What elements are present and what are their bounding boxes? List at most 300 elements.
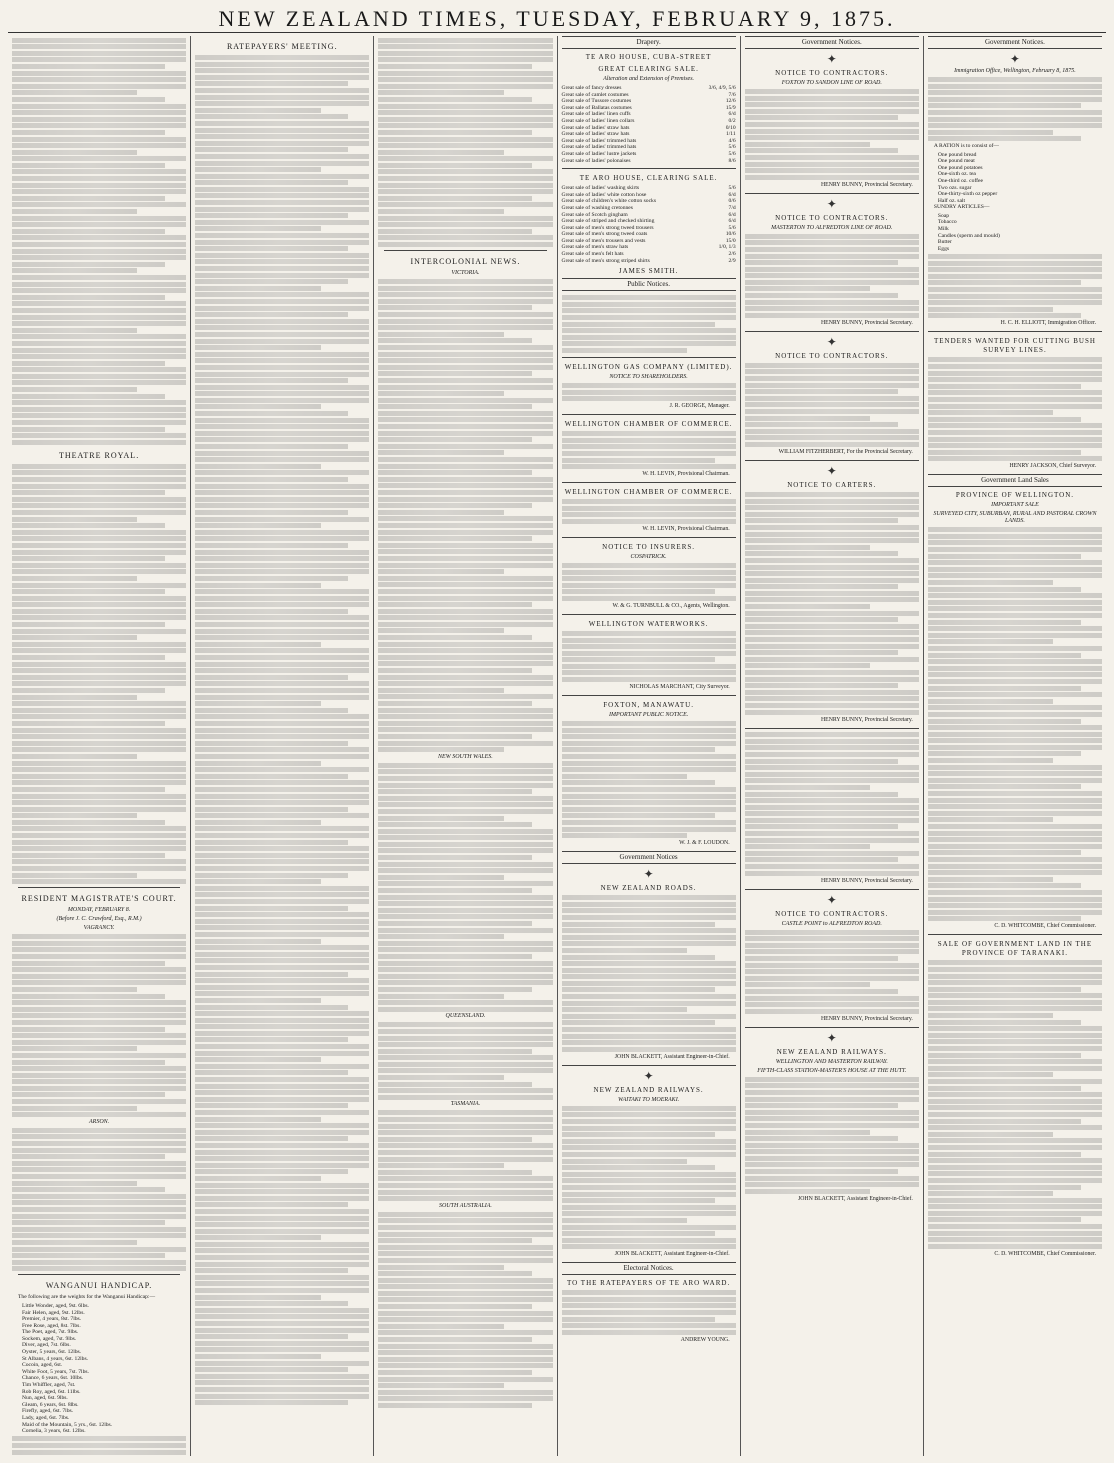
text-line xyxy=(195,958,369,963)
article-text xyxy=(378,1110,552,1201)
text-line xyxy=(378,286,552,291)
text-line xyxy=(12,137,186,142)
article-text xyxy=(378,38,552,247)
text-line xyxy=(745,175,919,180)
text-line xyxy=(12,440,186,445)
text-line xyxy=(745,389,898,394)
text-line xyxy=(745,657,919,662)
text-line xyxy=(928,300,1102,305)
text-line xyxy=(928,587,1081,592)
text-line xyxy=(378,1383,503,1388)
text-line xyxy=(562,563,736,568)
text-line xyxy=(745,396,919,401)
text-line xyxy=(378,908,552,913)
sale-item-name: Great sale of men's strong striped shirts xyxy=(561,257,650,264)
crest-icon: ✦ xyxy=(826,892,837,907)
text-line xyxy=(378,694,552,699)
text-line xyxy=(12,1099,186,1104)
column-4 xyxy=(558,36,741,1456)
text-line xyxy=(928,1086,1081,1091)
ration-item: One-third oz. coffee xyxy=(937,177,983,184)
text-line xyxy=(195,965,369,970)
text-line xyxy=(928,1217,1081,1222)
text-line xyxy=(745,778,919,783)
text-line xyxy=(928,1072,1053,1077)
text-line xyxy=(928,1006,1102,1011)
text-line xyxy=(378,64,531,69)
text-line xyxy=(195,378,348,383)
text-line xyxy=(378,1357,552,1362)
text-line xyxy=(378,974,552,979)
text-line xyxy=(195,121,369,126)
text-line xyxy=(928,916,1081,921)
section-header: Government Notices. xyxy=(745,36,919,49)
handicap-entry: Gleam, 6 years, 6st. 8lbs. xyxy=(22,1401,79,1408)
text-line xyxy=(928,798,1102,803)
text-line xyxy=(928,437,1102,442)
text-line xyxy=(562,1047,736,1052)
text-line xyxy=(745,376,919,381)
text-line xyxy=(378,156,552,161)
sale-item-name: Great sale of men's trousers and vests xyxy=(561,237,646,244)
text-line xyxy=(12,1013,186,1018)
text-line xyxy=(928,390,1102,395)
text-line xyxy=(562,974,736,979)
text-line xyxy=(195,1183,369,1188)
text-line xyxy=(745,597,919,602)
text-line xyxy=(12,1079,186,1084)
ad-subtitle: IMPORTANT SALE xyxy=(991,502,1039,509)
text-line xyxy=(928,456,1102,461)
text-line xyxy=(195,470,369,475)
text-line xyxy=(195,846,369,851)
handicap-entry: Free Rose, aged, 8st. 7lbs. xyxy=(22,1322,81,1329)
text-line xyxy=(378,1055,552,1060)
text-line xyxy=(12,800,186,805)
ad-title: SALE OF GOVERNMENT LAND IN THE PROVINCE OF TARANAKI. xyxy=(937,940,1093,958)
text-line xyxy=(745,851,919,856)
text-line xyxy=(378,1403,531,1408)
sale-item-name: Great sale of men's strong tweed trousers xyxy=(561,224,654,231)
text-line xyxy=(195,1341,369,1346)
text-line xyxy=(378,1311,552,1316)
text-line xyxy=(745,969,919,974)
text-line xyxy=(12,497,186,502)
text-line xyxy=(745,383,919,388)
text-line xyxy=(195,998,320,1003)
ad-title: WELLINGTON WATERWORKS. xyxy=(588,619,709,628)
text-line xyxy=(378,648,552,653)
article-text xyxy=(378,1022,552,1100)
text-line xyxy=(195,1156,369,1161)
text-line xyxy=(378,503,531,508)
text-line xyxy=(928,844,1102,849)
text-line xyxy=(378,1284,552,1289)
subhead: QUEENSLAND. xyxy=(445,1013,486,1020)
ad-signature: W. H. LEVIN, Provisional Chairman. xyxy=(642,471,730,478)
ad-signature: W. J. & F. LOUDON. xyxy=(679,840,730,847)
text-line xyxy=(562,922,715,927)
text-line xyxy=(378,490,552,495)
text-line xyxy=(745,300,919,305)
text-line xyxy=(562,794,736,799)
text-line xyxy=(928,897,1102,902)
text-line xyxy=(745,1136,898,1141)
text-line xyxy=(12,367,186,372)
sale-item xyxy=(562,118,736,125)
text-line xyxy=(378,365,552,370)
text-line xyxy=(562,1211,736,1216)
text-line xyxy=(928,1237,1102,1242)
text-line xyxy=(745,683,898,688)
text-line xyxy=(928,910,1102,915)
article-text xyxy=(12,464,186,884)
text-line xyxy=(562,1297,736,1302)
section-header: Drapery. xyxy=(562,36,736,49)
text-line xyxy=(195,1275,369,1280)
text-line xyxy=(745,772,919,777)
text-line xyxy=(928,771,1102,776)
sale-item-price: 8/6 xyxy=(728,157,736,164)
text-line xyxy=(562,328,736,333)
text-line xyxy=(745,1116,919,1121)
sale-item xyxy=(562,218,736,225)
text-line xyxy=(562,734,736,739)
text-line xyxy=(378,994,503,999)
text-line xyxy=(195,596,369,601)
text-line xyxy=(928,659,1102,664)
text-line xyxy=(195,1281,369,1286)
text-line xyxy=(562,915,736,920)
text-line xyxy=(745,402,919,407)
text-line xyxy=(378,345,552,350)
ad-subtitle: GREAT CLEARING SALE. xyxy=(598,65,699,73)
ration-item: One-thirty-sixth oz pepper xyxy=(937,191,998,198)
text-line xyxy=(378,325,552,330)
text-line xyxy=(745,293,898,298)
text-line xyxy=(195,1328,369,1333)
text-line xyxy=(195,233,369,238)
sale-item-name: Great sale of ladies' linen collars xyxy=(561,117,635,124)
text-line xyxy=(928,903,1102,908)
text-line xyxy=(562,1126,736,1131)
text-line xyxy=(745,148,898,153)
text-line xyxy=(12,536,186,541)
text-line xyxy=(378,675,552,680)
text-line xyxy=(378,424,552,429)
text-line xyxy=(12,71,186,76)
ad-signature: W. & G. TURNBULL & CO., Agents, Wellington. xyxy=(612,602,730,609)
text-line xyxy=(928,261,1102,266)
text-line xyxy=(195,714,369,719)
text-line xyxy=(928,540,1102,545)
text-line xyxy=(928,527,1102,532)
section-header: Electoral Notices. xyxy=(562,1262,736,1275)
text-line xyxy=(12,1060,165,1065)
notice-text xyxy=(745,1077,919,1194)
ration-list xyxy=(928,152,1102,205)
text-line xyxy=(195,510,348,515)
text-line xyxy=(378,888,531,893)
subhead: ARSON. xyxy=(89,1118,110,1125)
text-line xyxy=(745,442,919,447)
text-line xyxy=(195,1262,369,1267)
text-line xyxy=(12,947,186,952)
text-line xyxy=(745,565,919,570)
text-line xyxy=(12,853,165,858)
text-line xyxy=(745,949,919,954)
text-line xyxy=(745,838,919,843)
text-line xyxy=(195,312,348,317)
text-line xyxy=(745,871,919,876)
text-line xyxy=(928,267,1102,272)
text-line xyxy=(562,1112,736,1117)
text-line xyxy=(12,90,137,95)
section-title: THEATRE ROYAL. xyxy=(58,450,140,460)
text-line xyxy=(12,840,186,845)
text-line xyxy=(378,1258,552,1263)
text-line xyxy=(928,666,1102,671)
text-line xyxy=(745,571,919,576)
text-line xyxy=(195,497,369,502)
text-line xyxy=(562,1303,736,1308)
text-line xyxy=(562,754,736,759)
text-line xyxy=(378,1170,531,1175)
text-line xyxy=(12,974,186,979)
ad-signature: WILLIAM FITZHERBERT, For the Provincial Secretary. xyxy=(778,448,913,455)
text-line xyxy=(378,77,552,82)
text-line xyxy=(12,503,186,508)
text-line xyxy=(12,1174,186,1179)
text-line xyxy=(928,719,1081,724)
text-line xyxy=(928,404,1102,409)
text-line xyxy=(745,936,919,941)
text-line xyxy=(195,906,348,911)
text-line xyxy=(195,615,369,620)
ration-item: Half oz. salt xyxy=(937,197,966,204)
text-line xyxy=(378,1022,552,1027)
text-line xyxy=(745,267,919,272)
ad-title: NOTICE TO CONTRACTORS. xyxy=(775,69,889,77)
text-line xyxy=(378,1196,552,1201)
text-line xyxy=(195,266,369,271)
text-line xyxy=(745,102,919,107)
text-line xyxy=(12,569,186,574)
text-line xyxy=(745,650,898,655)
text-line xyxy=(378,582,552,587)
text-line xyxy=(195,1117,320,1122)
column-1 xyxy=(8,36,191,1456)
text-line xyxy=(378,954,531,959)
text-line xyxy=(745,558,919,563)
text-line xyxy=(195,840,348,845)
text-line xyxy=(378,661,552,666)
sale-item-name: Great sale of ladies' linen cuffs xyxy=(561,111,631,118)
text-line xyxy=(378,202,552,207)
text-line xyxy=(378,1036,552,1041)
text-line xyxy=(195,695,369,700)
text-line xyxy=(195,81,348,86)
ad-subtitle: WAITAKI TO MOERAKI. xyxy=(618,1096,680,1103)
text-line xyxy=(195,259,369,264)
text-line xyxy=(378,596,552,601)
text-line xyxy=(12,1106,137,1111)
text-line xyxy=(195,1057,320,1062)
text-line xyxy=(12,301,186,306)
text-line xyxy=(928,974,1102,979)
text-line xyxy=(928,294,1102,299)
text-line xyxy=(378,391,503,396)
text-line xyxy=(378,1363,552,1368)
text-line xyxy=(378,411,552,416)
text-line xyxy=(928,692,1102,697)
text-line xyxy=(928,136,1081,141)
text-line xyxy=(12,1450,186,1455)
text-line xyxy=(745,1130,870,1135)
text-line xyxy=(928,850,1081,855)
text-line xyxy=(378,776,552,781)
text-line xyxy=(12,110,186,115)
text-line xyxy=(195,721,369,726)
text-line xyxy=(562,464,736,469)
text-line xyxy=(928,1000,1102,1005)
text-line xyxy=(12,374,186,379)
text-line xyxy=(195,273,369,278)
text-line xyxy=(378,848,552,853)
text-line xyxy=(745,525,919,530)
text-line xyxy=(378,196,531,201)
text-line xyxy=(745,162,919,167)
text-line xyxy=(12,721,165,726)
ad-title: WELLINGTON CHAMBER OF COMMERCE. xyxy=(564,420,733,429)
text-line xyxy=(745,976,919,981)
sundry-item: Soap xyxy=(937,212,950,219)
text-line xyxy=(12,1112,186,1117)
sale-item xyxy=(562,185,736,192)
text-line xyxy=(12,235,186,240)
text-line xyxy=(562,1007,687,1012)
text-line xyxy=(195,675,348,680)
text-line xyxy=(12,130,165,135)
text-line xyxy=(928,1244,1102,1249)
text-line xyxy=(378,143,552,148)
text-line xyxy=(562,1317,715,1322)
text-line xyxy=(195,1070,348,1075)
text-line xyxy=(562,348,687,353)
text-line xyxy=(745,499,919,504)
text-line xyxy=(378,437,531,442)
text-line xyxy=(745,545,870,550)
text-line xyxy=(378,1245,552,1250)
text-line xyxy=(378,292,552,297)
text-line xyxy=(745,703,919,708)
text-line xyxy=(562,895,736,900)
text-line xyxy=(12,734,186,739)
text-line xyxy=(928,1138,1102,1143)
text-line xyxy=(12,826,186,831)
sale-item-name: Great sale of camlet costumes xyxy=(561,91,629,98)
text-line xyxy=(745,710,919,715)
text-line xyxy=(928,593,1102,598)
text-line xyxy=(195,952,369,957)
article-text xyxy=(378,763,552,1012)
text-line xyxy=(928,784,1081,789)
text-line xyxy=(378,543,552,548)
ad-signature: W. H. LEVIN, Provisional Chairman. xyxy=(642,525,730,532)
text-line xyxy=(195,629,369,634)
text-line xyxy=(12,556,165,561)
text-line xyxy=(745,538,919,543)
notice-text xyxy=(562,1106,736,1249)
text-line xyxy=(12,1227,186,1232)
text-line xyxy=(378,464,552,469)
text-line xyxy=(195,1064,369,1069)
text-line xyxy=(378,688,503,693)
text-line xyxy=(562,1172,736,1177)
text-line xyxy=(12,1128,186,1133)
text-line xyxy=(378,332,503,337)
text-line xyxy=(12,754,137,759)
text-line xyxy=(562,807,736,812)
text-line xyxy=(12,1214,186,1219)
text-line xyxy=(195,352,369,357)
text-line xyxy=(378,1095,552,1100)
text-line xyxy=(12,954,186,959)
section-header: Government Land Sales xyxy=(928,474,1102,487)
text-line xyxy=(928,1053,1081,1058)
text-line xyxy=(195,180,348,185)
text-line xyxy=(928,600,1102,605)
sale-item-price: 5/6 xyxy=(728,150,736,157)
text-line xyxy=(928,679,1102,684)
text-line xyxy=(12,484,186,489)
sale-item-price: 7/6 xyxy=(728,91,736,98)
text-line xyxy=(562,431,736,436)
text-line xyxy=(562,576,736,581)
text-line xyxy=(378,1157,552,1162)
text-line xyxy=(378,701,531,706)
text-line xyxy=(928,1079,1102,1084)
text-line xyxy=(378,875,503,880)
text-line xyxy=(195,899,369,904)
text-line xyxy=(12,84,186,89)
text-line xyxy=(12,1220,165,1225)
text-line xyxy=(195,912,369,917)
text-line xyxy=(745,435,919,440)
text-line xyxy=(378,822,531,827)
text-line xyxy=(195,1037,348,1042)
text-line xyxy=(928,890,1102,895)
ad-signature: JAMES SMITH. xyxy=(618,267,679,276)
text-line xyxy=(378,90,503,95)
ad-title: WELLINGTON GAS COMPANY (LIMITED). xyxy=(564,363,733,371)
text-line xyxy=(378,483,552,488)
text-line xyxy=(928,307,1053,312)
article-text xyxy=(12,1436,186,1456)
text-line xyxy=(378,44,552,49)
text-line xyxy=(378,378,552,383)
text-line xyxy=(562,1014,736,1019)
article-text xyxy=(12,1128,186,1271)
text-line xyxy=(12,774,186,779)
text-line xyxy=(195,1268,348,1273)
handicap-entry: Cocoin, aged, 6st. xyxy=(22,1362,63,1369)
text-line xyxy=(745,422,898,427)
text-line xyxy=(378,431,552,436)
text-line xyxy=(745,1162,919,1167)
text-line xyxy=(745,584,898,589)
sale-item-name: Great sale of ladies' straw hats xyxy=(561,124,630,131)
